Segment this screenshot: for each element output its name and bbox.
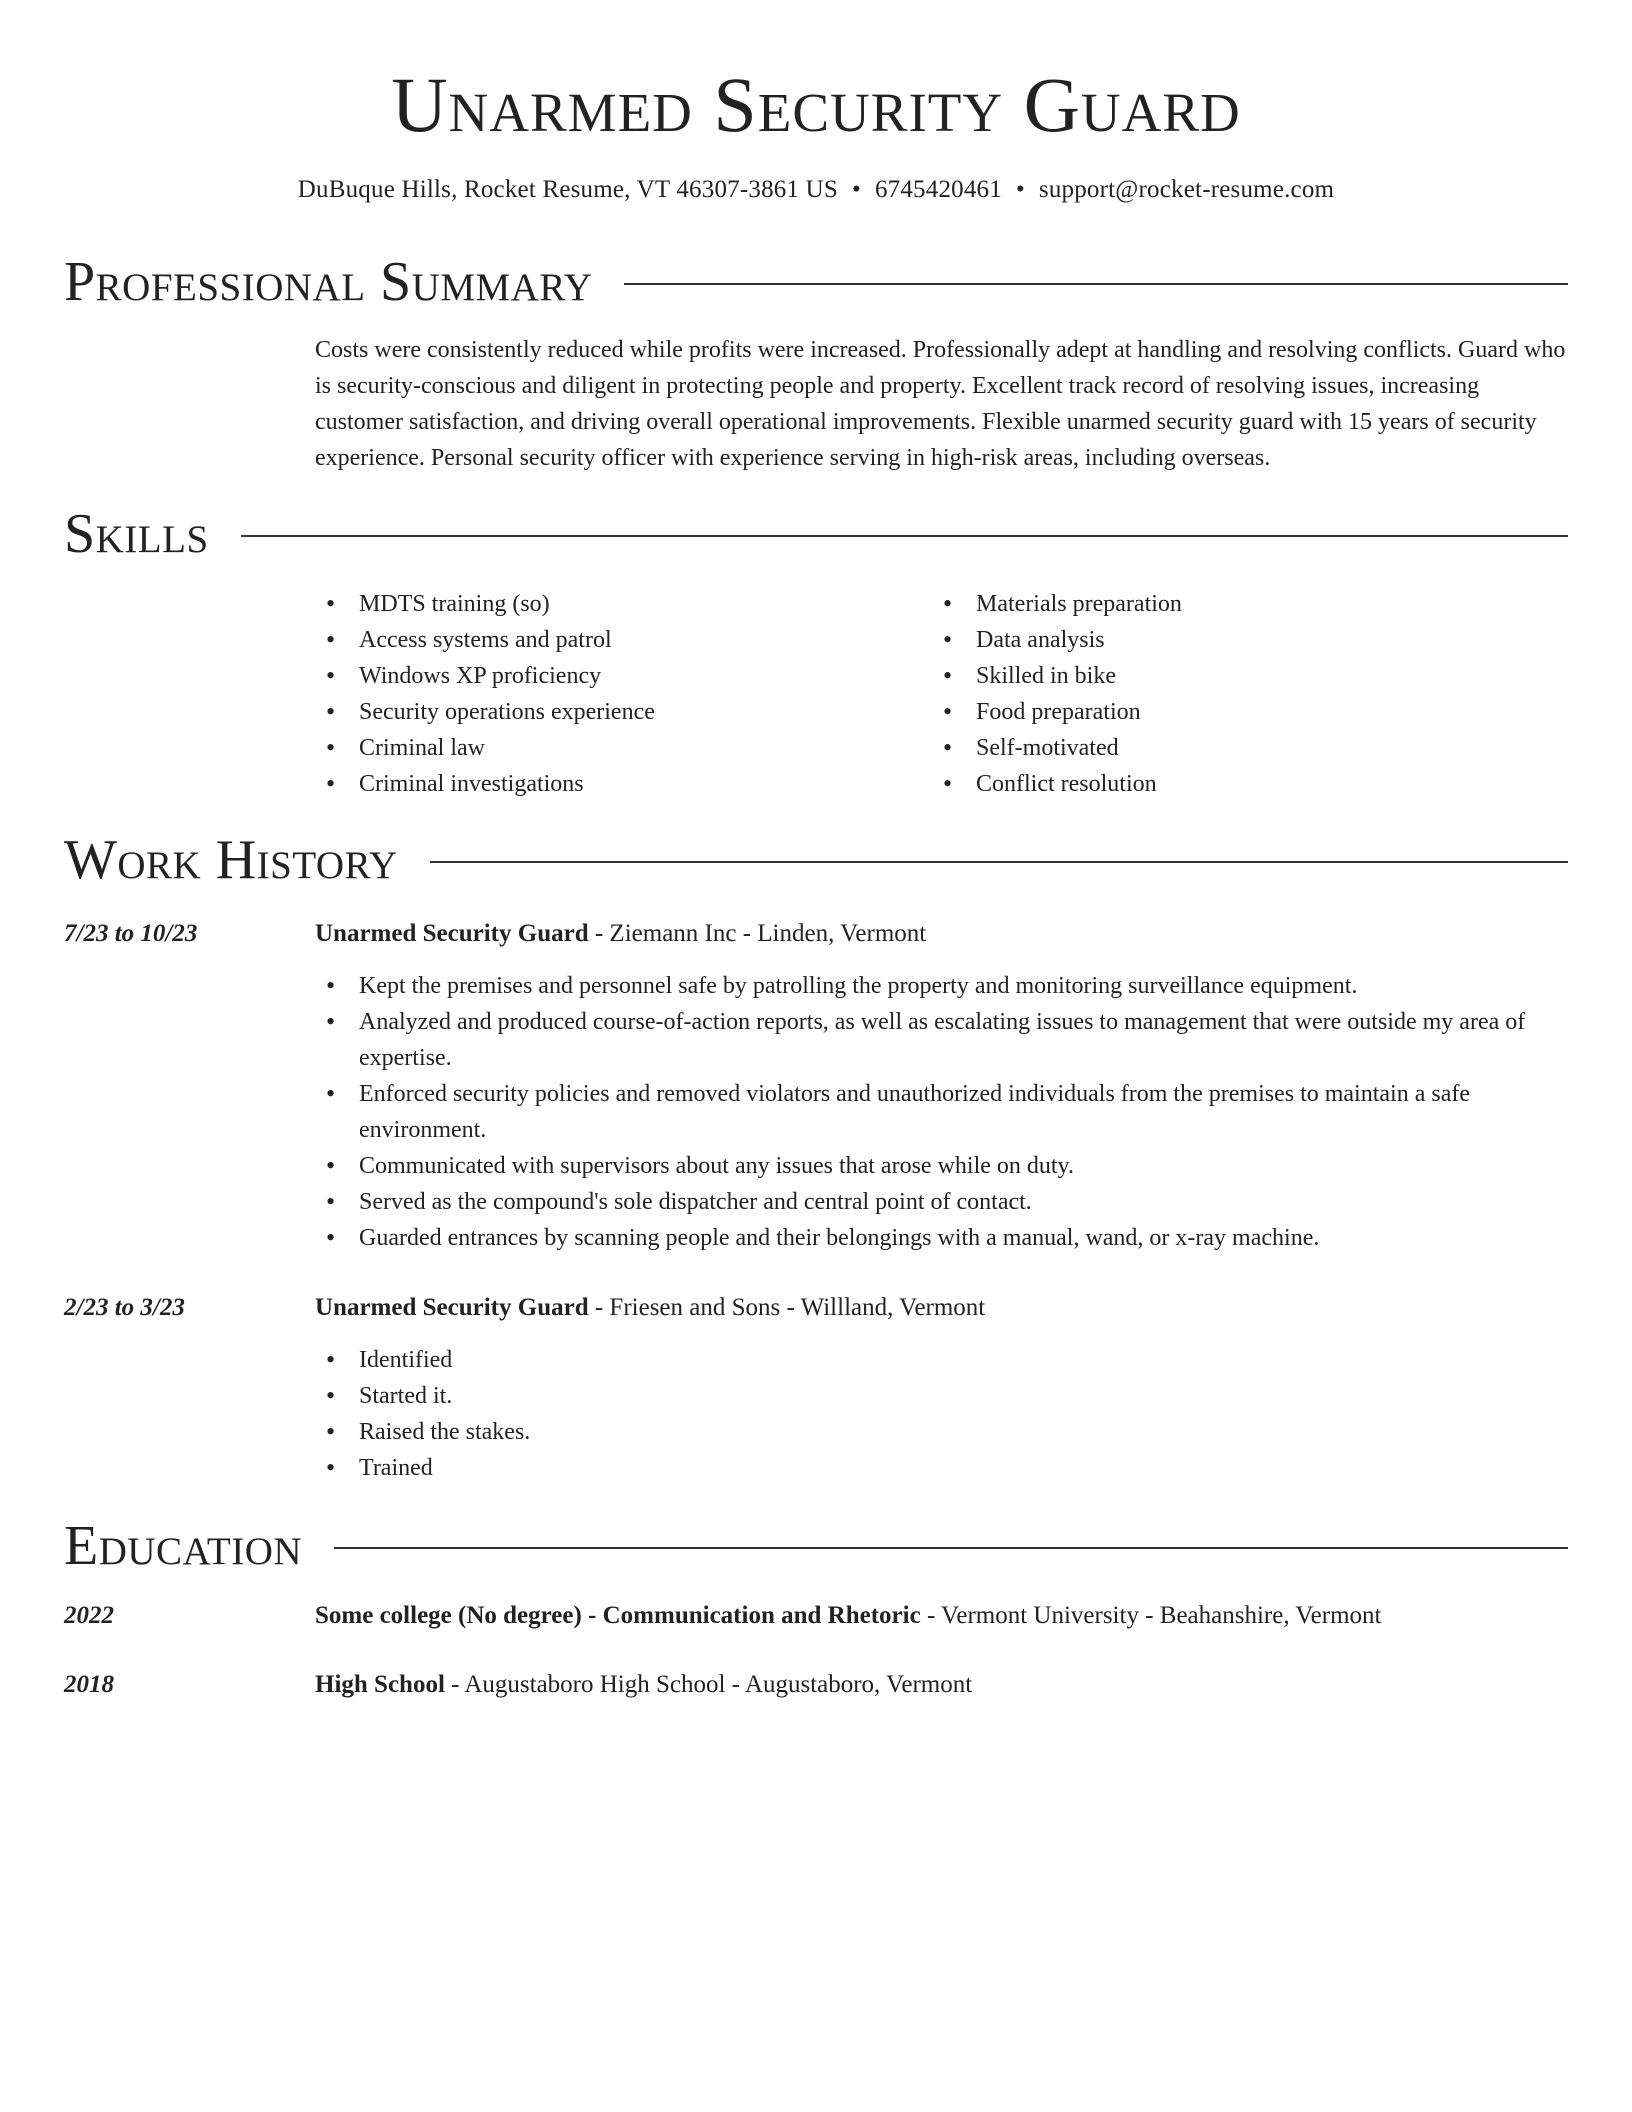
summary-section-header <box>64 250 1568 314</box>
job-role: Unarmed Security Guard <box>315 1294 589 1321</box>
job-bullets <box>315 1342 1568 1486</box>
skill-item: • MDTS training (so) <box>315 586 932 622</box>
skill-item: • Data analysis <box>932 622 1549 658</box>
contact-separator: • <box>1015 176 1025 203</box>
skill-item: • Materials preparation <box>932 586 1549 622</box>
education-section-header <box>64 1514 1568 1578</box>
job-bullets <box>315 968 1568 1256</box>
job-bullet: • Communicated with supervisors about any issues that arose while on duty. <box>315 1148 1568 1184</box>
skills-section-title: Skills <box>64 503 209 565</box>
education-details: - Augustaboro High School - Augustaboro, Vermont <box>444 1671 973 1698</box>
skill-item: • Food preparation <box>932 694 1549 730</box>
skills-column-right <box>932 586 1549 802</box>
section-divider <box>241 535 1568 537</box>
education-body <box>315 1667 1568 1703</box>
skills-section-header <box>64 502 1568 566</box>
skills-list <box>315 586 1568 802</box>
job-bullet: • Started it. <box>315 1378 1568 1414</box>
skill-item: • Windows XP proficiency <box>315 658 932 694</box>
skill-item: • Conflict resolution <box>932 766 1549 802</box>
skills-column-left <box>315 586 932 802</box>
contact-separator: • <box>852 176 861 203</box>
job-entry <box>64 916 1568 1256</box>
education-body <box>315 1598 1568 1634</box>
contact-address: DuBuque Hills, Rocket Resume, VT 46307-3861 US <box>297 176 838 203</box>
education-entry <box>64 1667 1568 1703</box>
education-title-line <box>315 1598 1568 1634</box>
education-date: 2018 <box>64 1671 114 1698</box>
contact-line <box>64 174 1568 206</box>
job-title-line <box>315 1290 1568 1326</box>
skill-item: • Security operations experience <box>315 694 932 730</box>
job-bullet: • Analyzed and produced course-of-action reports, as well as escalating issues to management that were outside my area of expertise. <box>315 1004 1568 1076</box>
work-section-header <box>64 828 1568 892</box>
job-details: - Friesen and Sons - Willland, Vermont <box>588 1294 986 1321</box>
education-degree: Some college (No degree) - Communication and Rhetoric <box>315 1602 921 1629</box>
skill-item: • Criminal investigations <box>315 766 932 802</box>
candidate-name: Unarmed Security Guard <box>391 61 1241 148</box>
education-section-title: Education <box>64 1515 303 1577</box>
resume-page <box>64 0 1568 1703</box>
job-title-line <box>315 916 1568 952</box>
job-body <box>315 916 1568 1256</box>
section-divider <box>624 283 1568 285</box>
section-divider <box>334 1547 1568 1549</box>
skill-item: • Self-motivated <box>932 730 1549 766</box>
skill-item: • Skilled in bike <box>932 658 1549 694</box>
job-bullet: • Trained <box>315 1450 1568 1486</box>
education-title-line <box>315 1667 1568 1703</box>
job-bullet: • Served as the compound's sole dispatcher and central point of contact. <box>315 1184 1568 1220</box>
contact-email[interactable]: support@rocket-resume.com <box>1038 176 1335 203</box>
job-details: - Ziemann Inc - Linden, Vermont <box>588 920 927 947</box>
education-degree: High School <box>315 1671 445 1698</box>
job-body <box>315 1290 1568 1486</box>
job-role: Unarmed Security Guard <box>315 920 589 947</box>
job-bullet: • Enforced security policies and removed violators and unauthorized individuals from the premises to maintain a safe environment. <box>315 1076 1568 1148</box>
job-date: 7/23 to 10/23 <box>64 920 198 947</box>
work-section-title: Work History <box>64 829 398 891</box>
education-details: - Vermont University - Beahanshire, Vermont <box>920 1602 1382 1629</box>
job-entry <box>64 1290 1568 1486</box>
section-divider <box>430 861 1568 863</box>
job-bullet: • Identified <box>315 1342 1568 1378</box>
job-bullet: • Guarded entrances by scanning people and their belongings with a manual, wand, or x-ray machine. <box>315 1220 1568 1256</box>
education-entry <box>64 1598 1568 1634</box>
job-date: 2/23 to 3/23 <box>64 1294 185 1321</box>
education-date: 2022 <box>64 1602 114 1629</box>
job-bullet: • Raised the stakes. <box>315 1414 1568 1450</box>
contact-phone: 6745420461 <box>874 176 1002 203</box>
job-bullet: • Kept the premises and personnel safe by patrolling the property and monitoring surveillance equipment. <box>315 968 1568 1004</box>
skill-item: • Criminal law <box>315 730 932 766</box>
skill-item: • Access systems and patrol <box>315 622 932 658</box>
summary-text: Costs were consistently reduced while profits were increased. Professionally adept at handling and resolving conflicts. Guard who is security-conscious and diligent in protecting people and property. Excellent track record of resolving issues, increasing customer satisfaction, and driving overall operational improvements. Flexible unarmed security guard with 15 years of security experience. Personal security officer with experience serving in high-risk areas, including overseas. <box>315 337 1566 471</box>
summary-section-title: Professional Summary <box>64 251 593 313</box>
